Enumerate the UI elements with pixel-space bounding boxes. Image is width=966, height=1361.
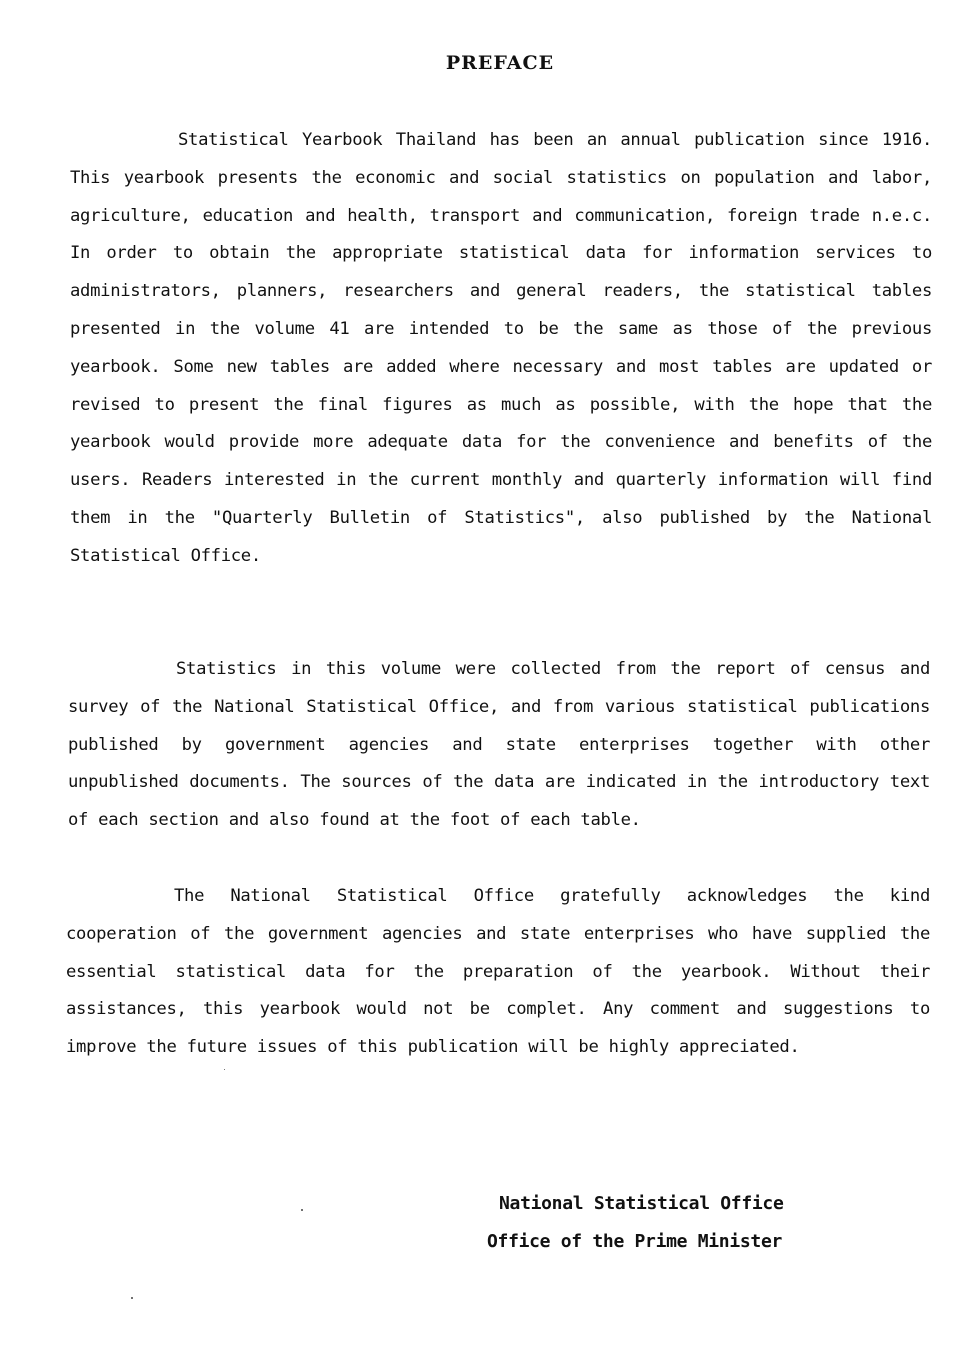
signature-ministry: Office of the Prime Minister bbox=[487, 1231, 783, 1252]
signature-office: National Statistical Office bbox=[499, 1193, 784, 1214]
page-title: PREFACE bbox=[445, 52, 555, 74]
paragraph-text: The National Statistical Office gratefully acknowledges the kind cooperation of the government agencies and state enterprises who have supplied the essential statistical data for the preparation of the yearbook. Without their assistances, this yearbook would not be complet. Any comment and suggestions to improve the future issues of this publication will be highly appreciated. bbox=[66, 886, 930, 1058]
scan-speck bbox=[301, 1209, 303, 1211]
signature-block bbox=[487, 1185, 784, 1261]
scan-speck bbox=[224, 1069, 225, 1070]
preface-paragraph-2 bbox=[68, 651, 930, 840]
preface-paragraph-3 bbox=[66, 878, 930, 1067]
paragraph-text: Statistics in this volume were collected from the report of census and survey of the National Statistical Office, and from various statistical publications published by government agencies and state enterprises together with other unpublished documents. The sources of the data are indicated in the introductory text of each section and also found at the foot of each table. bbox=[68, 659, 930, 831]
preface-paragraph-1 bbox=[70, 122, 932, 576]
paragraph-text: Statistical Yearbook Thailand has been an annual publication since 1916. This yearbook presents the economic and social statistics on population and labor, agriculture, education and health, transport and communication, foreign trade n.e.c. In order to obtain the appropriate statistical data for information services to administrators, planners, researchers and general readers, the statistical tables presented in the volume 41 are intended to be the same as those of the previous yearbook. Some new tables are added where necessary and most tables are updated or revised to present the final figures as much as possible, with the hope that the yearbook would provide more adequate data for the convenience and benefits of the users. Readers interested in the current monthly and quarterly information will find them in the "Quarterly Bulletin of Statistics", also published by the National Statistical Office. bbox=[70, 130, 932, 566]
scan-speck bbox=[131, 1297, 133, 1299]
